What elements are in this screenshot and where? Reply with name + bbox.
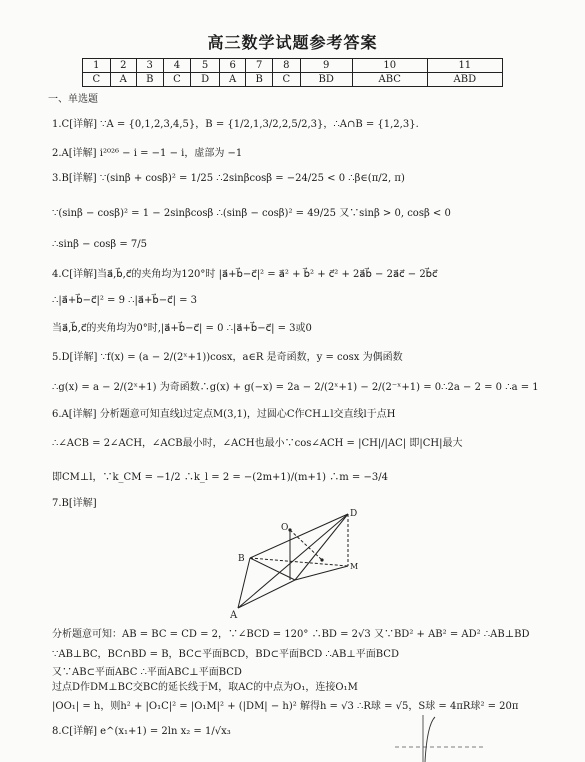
solution-7-analysis: 分析题意可知：AB = BC = CD = 2，∵∠BCD = 120° ∴BD = 2√3 又∵BD² + AB² = AD² ∴AB⊥BD bbox=[52, 629, 530, 640]
answer-key: C bbox=[163, 73, 191, 87]
solution-4-case: 当a⃗,b⃗,c⃗的夹角均为0°时,|a⃗+b⃗−c⃗| = 0 ∴|a⃗+b⃗−c⃗| = 3或0 bbox=[52, 323, 312, 334]
solution-6: 6.A[详解] 分析题意可知直线l过定点M(3,1)，过圆心C作CH⊥l交直线l于点H bbox=[52, 409, 396, 420]
question-number: 3 bbox=[136, 59, 163, 73]
answer-table bbox=[82, 58, 503, 87]
question-number: 5 bbox=[191, 59, 220, 73]
answer-key: B bbox=[246, 73, 273, 87]
question-number: 2 bbox=[110, 59, 136, 73]
page-title: 高三数学试题参考答案 bbox=[207, 33, 378, 52]
solution-1: 1.C[详解] ∵A = {0,1,2,3,4,5}，B = {1/2,1,3/2,2,5/2,3}，∴A∩B = {1,2,3}. bbox=[52, 119, 419, 130]
solution-2: 2.A[详解] i²⁰²⁶ − i = −1 − i，虚部为 −1 bbox=[52, 148, 243, 159]
question-number: 10 bbox=[352, 59, 427, 73]
solution-3-result: ∴sinβ − cosβ = 7/5 bbox=[52, 239, 148, 250]
question-number: 6 bbox=[220, 59, 246, 73]
pyramid-figure bbox=[230, 508, 370, 620]
question-number: 11 bbox=[427, 59, 502, 73]
function-sketch bbox=[395, 715, 485, 762]
solution-5-cont: ∴g(x) = a − 2/(2ˣ+1) 为奇函数∴g(x) + g(−x) = 2a − 2/(2ˣ+1) − 2/(2⁻ˣ+1) = 0∴2a − 2 = 0 ∴a = 1 bbox=[52, 382, 539, 393]
answer-key: C bbox=[272, 73, 300, 87]
answer-table-header-row bbox=[83, 59, 503, 73]
solution-4-cont: ∴|a⃗+b⃗−c⃗|² = 9 ∴|a⃗+b⃗−c⃗| = 3 bbox=[52, 295, 198, 306]
answer-key: BD bbox=[300, 73, 352, 87]
answer-key: B bbox=[136, 73, 163, 87]
question-number: 4 bbox=[163, 59, 191, 73]
section-heading: 一、单选题 bbox=[48, 94, 98, 105]
vertex-label-b: B bbox=[238, 554, 245, 564]
vertex-label-d: D bbox=[350, 509, 358, 519]
answer-key: A bbox=[110, 73, 136, 87]
solution-6-cont: ∴∠ACB = 2∠ACH，∠ACB最小时，∠ACH也最小∵cos∠ACH = |CH|/|AC| 即|CH|最大 bbox=[52, 438, 463, 449]
solution-5: 5.D[详解] ∵f(x) = (a − 2/(2ˣ+1))cosx，a∈R 是奇函数，y = cosx 为偶函数 bbox=[52, 352, 403, 363]
solution-7-result: |OO₁| = h，则h² + |O₁C|² = |O₁M|² + (|DM| − h)² 解得h = √3 ∴R球 = √5，S球 = 4πR球² = 20π bbox=[52, 701, 519, 712]
question-number: 1 bbox=[83, 59, 111, 73]
vertex-label-a: A bbox=[230, 610, 238, 620]
solution-4: 4.C[详解]当a⃗,b⃗,c⃗的夹角均为120°时 |a⃗+b⃗−c⃗|² = a⃗² + b⃗² + c⃗² + 2a⃗b⃗ − 2a⃗c⃗ − 2b⃗c⃗ bbox=[52, 269, 438, 280]
solution-6-result: 即CM⊥l，∵k_CM = −1/2 ∴k_l = 2 = −(2m+1)/(m+1) ∴m = −3/4 bbox=[52, 472, 388, 483]
solution-7-cont3: 过点D作DM⊥BC交BC的延长线于M，取AC的中点为O₁，连接O₁M bbox=[52, 682, 358, 693]
solution-7: 7.B[详解] bbox=[52, 498, 97, 509]
answer-table-key-row bbox=[83, 73, 503, 87]
solution-3-cont: ∵(sinβ − cosβ)² = 1 − 2sinβcosβ ∴(sinβ − cosβ)² = 49/25 又∵sinβ > 0, cosβ < 0 bbox=[52, 208, 451, 219]
solution-7-cont1: ∵AB⊥BC，BC∩BD = B，BC⊂平面BCD，BD⊂平面BCD ∴AB⊥平面BCD bbox=[52, 649, 399, 660]
answer-key: A bbox=[220, 73, 246, 87]
question-number: 8 bbox=[272, 59, 300, 73]
answer-key: C bbox=[83, 73, 111, 87]
vertex-label-o: O bbox=[281, 523, 289, 533]
question-number: 7 bbox=[246, 59, 273, 73]
solution-8: 8.C[详解] e^(x₁+1) = 2ln x₂ = 1/√x₃ bbox=[52, 726, 231, 737]
solution-7-cont2: 又∵AB⊂平面ABC ∴平面ABC⊥平面BCD bbox=[52, 667, 242, 678]
answer-key: D bbox=[191, 73, 220, 87]
question-number: 9 bbox=[300, 59, 352, 73]
vertex-label-m: M bbox=[350, 562, 359, 571]
answer-key: ABD bbox=[427, 73, 502, 87]
solution-3: 3.B[详解] ∵(sinβ + cosβ)² = 1/25 ∴2sinβcosβ = −24/25 < 0 ∴β∈(π/2, π) bbox=[52, 173, 405, 184]
answer-key: ABC bbox=[352, 73, 427, 87]
